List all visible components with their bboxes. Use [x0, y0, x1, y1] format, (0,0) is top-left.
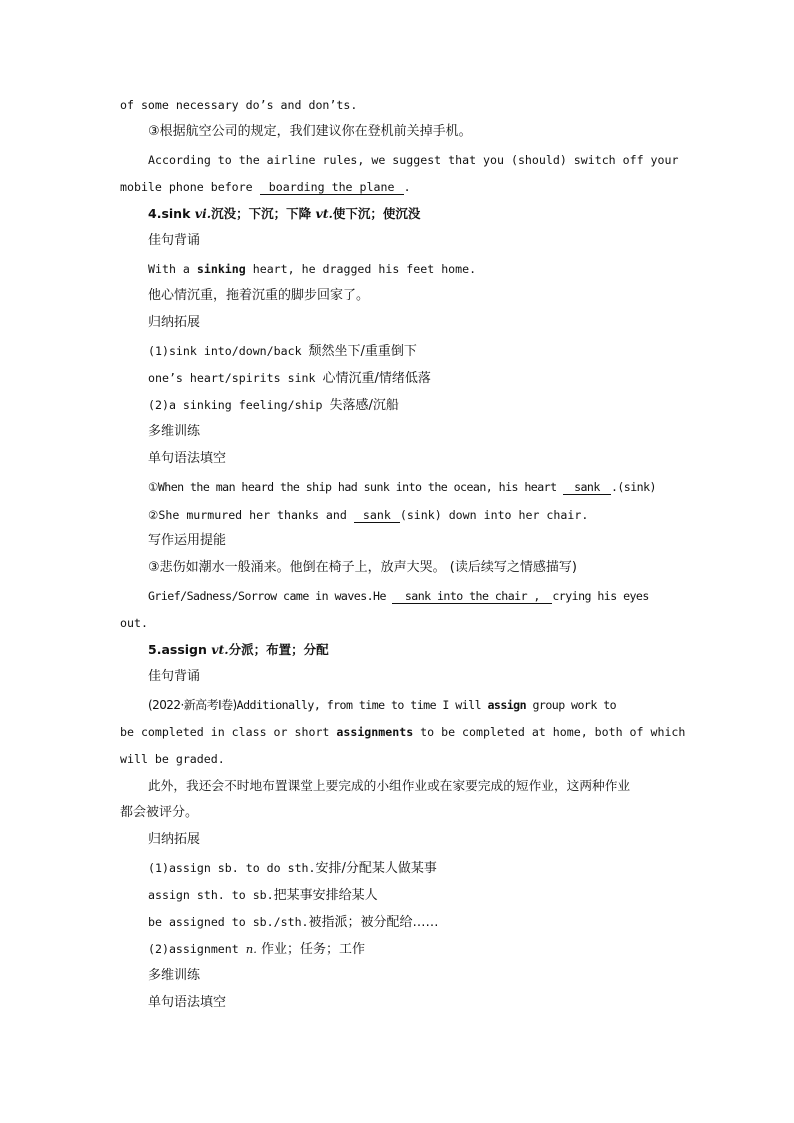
- text-span: 失落感/沉船: [329, 398, 399, 413]
- text-span: .: [403, 180, 411, 194]
- text-span: (2)assignment: [148, 942, 246, 956]
- subheading: 多维训练: [148, 424, 201, 439]
- text-span: Grief/Sadness/Sorrow came in waves.He: [148, 589, 393, 603]
- exercise-item: [148, 588, 649, 604]
- text-span: one’s heart/spirits sink: [148, 371, 323, 385]
- translation: 他心情沉重，拖着沉重的脚步回家了。: [148, 288, 370, 303]
- text-span: [120, 724, 686, 740]
- text-line: ③根据航空公司的规定，我们建议你在登机前关掉手机。: [148, 124, 472, 139]
- text-span: assign sth. to sb.: [148, 888, 274, 902]
- subheading: 归纳拓展: [148, 315, 201, 330]
- subheading: 归纳拓展: [148, 832, 201, 847]
- part-of-speech: vi.: [194, 206, 212, 221]
- heading-number: 5.assign: [148, 642, 212, 657]
- text-line: out.: [120, 616, 148, 630]
- example-sentence: will be graded.: [120, 752, 225, 766]
- text-line: [148, 152, 679, 168]
- text-span: (sink) down into her chair.: [399, 508, 589, 522]
- text-span: 把某事安排给某人: [273, 888, 378, 903]
- meaning: 沉没；下沉；下降: [211, 206, 316, 221]
- example-sentence: [120, 724, 686, 740]
- phrase-item: [148, 914, 439, 931]
- text-span: ②She murmured her thanks and: [148, 508, 354, 522]
- subheading: 单句语法填空: [148, 995, 227, 1010]
- phrase-item: [148, 860, 437, 877]
- section-heading: [148, 642, 329, 658]
- text-span: be completed in class or short: [120, 725, 337, 739]
- section-heading: [148, 206, 420, 222]
- subheading: 多维训练: [148, 968, 201, 983]
- text-span: 安排/分配某人做某事: [315, 861, 437, 876]
- exercise-item: [148, 479, 656, 495]
- text-span: be assigned to sb./sth.: [148, 915, 309, 929]
- text-span: (1)assign sb. to do sth.: [148, 861, 316, 875]
- part-of-speech: vt.: [315, 206, 333, 221]
- answer-blank: boarding the plane: [260, 181, 404, 195]
- text-span: to be completed at home, both of which: [413, 725, 686, 739]
- keyword: assign: [487, 698, 527, 712]
- keyword: assignments: [336, 725, 414, 739]
- text-line: [120, 179, 411, 195]
- subheading: 佳句背诵: [148, 233, 201, 248]
- text-span: heart, he dragged his feet home.: [245, 262, 477, 276]
- example-sentence: [148, 697, 616, 713]
- part-of-speech: vt.: [211, 642, 229, 657]
- answer-blank: sank: [563, 481, 611, 495]
- text-span: (2)a sinking feeling/ship: [148, 398, 330, 412]
- phrase-item: [148, 370, 431, 387]
- text-span: With a: [148, 262, 197, 276]
- text-span: Additionally, from time to time I will: [236, 698, 488, 712]
- exercise-item: [148, 507, 588, 523]
- text-span: 作业；任务；工作: [256, 942, 366, 957]
- exercise-item: ③悲伤如潮水一般涌来。他倒在椅子上，放声大哭。 (读后续写之情感描写): [148, 560, 577, 575]
- text-line: of some necessary do’s and don’ts.: [120, 98, 358, 112]
- phrase-item: [148, 343, 417, 360]
- answer-blank: sank into the chair ,: [392, 590, 552, 604]
- text-span: 被指派；被分配给……: [308, 915, 439, 930]
- text-span: 颓然坐下/重重倒下: [308, 344, 417, 359]
- subheading: 写作运用提能: [148, 533, 227, 548]
- source-label: (2022·新高考Ⅰ卷): [148, 698, 237, 712]
- meaning: 使下沉；使沉没: [332, 206, 421, 221]
- text-span: (1)sink into/down/back: [148, 344, 309, 358]
- text-span: mobile phone before: [120, 180, 260, 194]
- text-span: 心情沉重/情绪低落: [322, 371, 431, 386]
- text-span: .(sink): [610, 480, 656, 494]
- keyword: sinking: [196, 262, 246, 276]
- text-span: According to the airline rules, we suggest that you (should) switch off your: [148, 153, 679, 167]
- part-of-speech: n.: [245, 942, 257, 956]
- example-sentence: [148, 261, 476, 277]
- phrase-item: [148, 887, 378, 904]
- answer-blank: sank: [354, 509, 400, 523]
- subheading: 佳句背诵: [148, 669, 201, 684]
- meaning: 分派；布置；分配: [228, 642, 329, 657]
- text-span: ①When the man heard the ship had sunk into the ocean, his heart: [148, 480, 563, 494]
- text-span: group work to: [526, 698, 617, 712]
- subheading: 单句语法填空: [148, 451, 227, 466]
- phrase-item: [148, 397, 399, 414]
- translation: 都会被评分。: [120, 805, 199, 820]
- phrase-item: [148, 941, 365, 958]
- heading-number: 4.sink: [148, 206, 195, 221]
- translation: 此外，我还会不时地布置课堂上要完成的小组作业或在家要完成的短作业，这两种作业: [148, 778, 631, 793]
- text-span: crying his eyes: [552, 589, 649, 603]
